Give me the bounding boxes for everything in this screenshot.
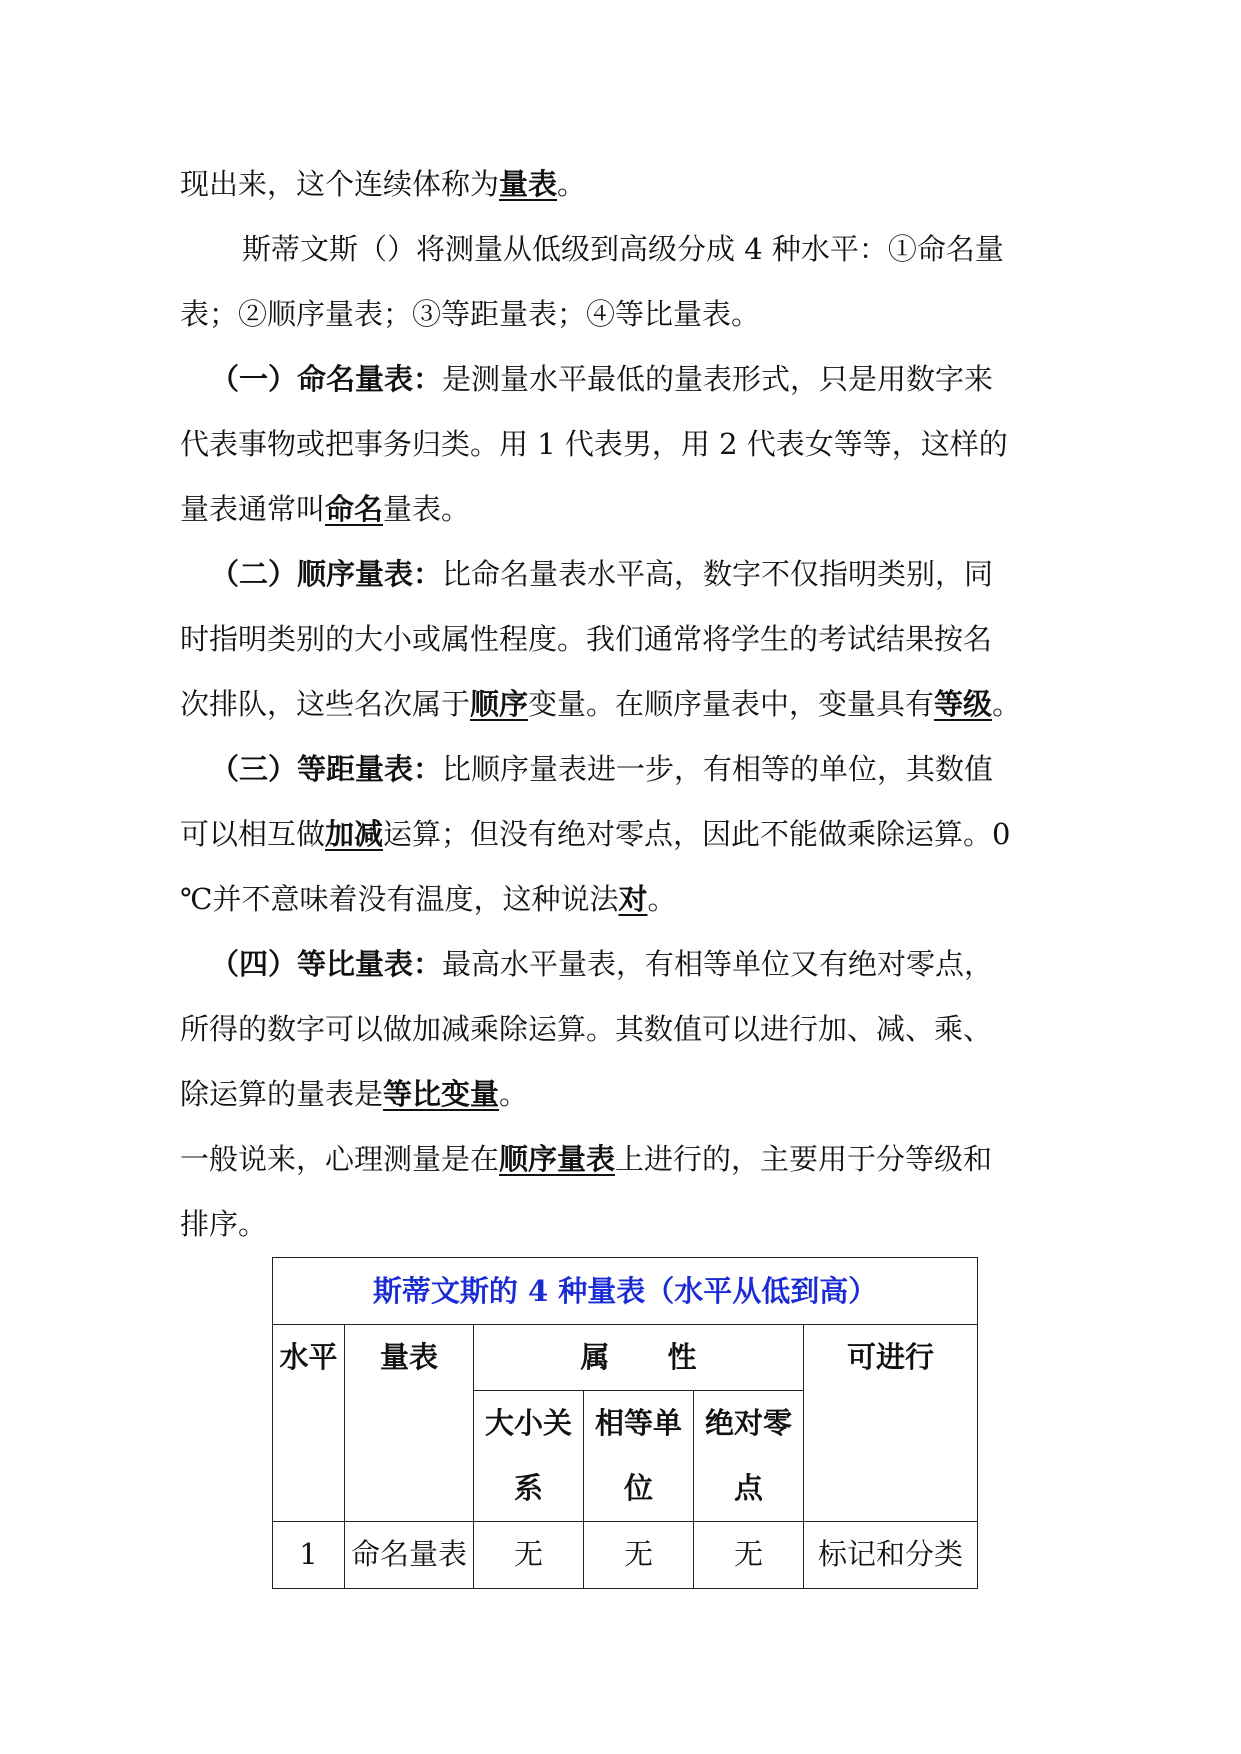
cell-absolute-zero: 无 xyxy=(694,1522,804,1589)
text-run: 。 xyxy=(557,167,587,201)
text-run: 表；②顺序量表；③等距量表；④等比量表。 xyxy=(180,297,761,331)
scale-levels-table xyxy=(272,1257,978,1589)
keyword-underlined: 等比变量 xyxy=(383,1077,500,1111)
cell-level: 1 xyxy=(273,1522,345,1589)
paragraph-line xyxy=(180,607,1070,672)
paragraph-line xyxy=(180,477,1070,542)
keyword-underlined: 命名 xyxy=(325,492,384,526)
cell-magnitude: 无 xyxy=(474,1522,584,1589)
paragraph-line xyxy=(180,867,1070,932)
text-run: 一般说来，心理测量是在 xyxy=(180,1142,500,1176)
paragraph-line xyxy=(180,152,1070,217)
header-magnitude xyxy=(474,1391,584,1522)
header-text: 大小关 xyxy=(484,1406,572,1440)
text-run: 除运算的量表是 xyxy=(180,1077,384,1111)
section-heading: （一）命名量表： xyxy=(210,362,443,396)
text-run: 上进行的，主要用于分等级和 xyxy=(615,1142,993,1176)
text-run: 变量。在顺序量表中，变量具有 xyxy=(528,687,935,721)
keyword-underlined: 加减 xyxy=(325,817,384,851)
text-run: 。 xyxy=(647,882,677,916)
keyword-underlined: 顺序 xyxy=(470,687,529,721)
table-caption-row xyxy=(273,1258,978,1325)
cell-scale: 命名量表 xyxy=(345,1522,474,1589)
header-text: 点 xyxy=(733,1471,763,1505)
header-text: 系 xyxy=(513,1471,543,1505)
table-header-row xyxy=(273,1325,978,1391)
paragraph-line xyxy=(180,412,1070,477)
paragraph-line xyxy=(180,1192,1070,1257)
keyword-underlined: 等级 xyxy=(934,687,993,721)
text-run: 是测量水平最低的量表形式，只是用数字来 xyxy=(442,362,994,396)
text-run: 次排队，这些名次属于 xyxy=(180,687,471,721)
paragraph-line xyxy=(180,347,1070,412)
header-operations: 可进行 xyxy=(804,1325,978,1522)
section-heading: （二）顺序量表： xyxy=(210,557,443,591)
header-equal-units xyxy=(584,1391,694,1522)
text-run: 代表事物或把事务归类。用 1 代表男，用 2 代表女等等，这样的 xyxy=(180,427,1008,461)
text-run: 排序。 xyxy=(180,1207,268,1241)
text-run: 时指明类别的大小或属性程度。我们通常将学生的考试结果按名 xyxy=(180,622,993,656)
text-run: 所得的数字可以做加减乘除运算。其数值可以进行加、减、乘、 xyxy=(180,1012,993,1046)
paragraph-line xyxy=(180,672,1070,737)
paragraph-line xyxy=(180,542,1070,607)
header-level: 水平 xyxy=(273,1325,345,1522)
header-absolute-zero xyxy=(694,1391,804,1522)
header-text: 绝对零 xyxy=(704,1406,792,1440)
cell-equal-units: 无 xyxy=(584,1522,694,1589)
table-caption: 斯蒂文斯的 4 种量表（水平从低到高） xyxy=(273,1258,978,1325)
keyword-underlined: 量表 xyxy=(499,167,558,201)
paragraph-line xyxy=(180,802,1070,867)
text-run: 量表通常叫 xyxy=(180,492,326,526)
section-heading: （四）等比量表： xyxy=(210,947,443,981)
section-heading: （三）等距量表： xyxy=(210,752,443,786)
header-scale: 量表 xyxy=(345,1325,474,1522)
header-text: 相等单 xyxy=(594,1406,682,1440)
paragraph-line xyxy=(180,1127,1070,1192)
text-run: 量表。 xyxy=(383,492,471,526)
text-run: 现出来，这个连续体称为 xyxy=(180,167,500,201)
keyword-underlined: 对 xyxy=(618,882,648,916)
paragraph-line xyxy=(180,932,1070,997)
text-run: 。 xyxy=(992,687,1022,721)
text-run: 。 xyxy=(499,1077,529,1111)
document-body xyxy=(180,152,1070,1257)
text-run: 比命名量表水平高，数字不仅指明类别，同 xyxy=(442,557,994,591)
text-run: 比顺序量表进一步，有相等的单位，其数值 xyxy=(442,752,994,786)
text-run: 运算；但没有绝对零点，因此不能做乘除运算。0 xyxy=(383,817,1011,851)
text-run: ℃并不意味着没有温度，这种说法 xyxy=(180,882,619,916)
paragraph-line xyxy=(180,737,1070,802)
keyword-underlined: 顺序量表 xyxy=(499,1142,616,1176)
paragraph-line xyxy=(180,1062,1070,1127)
text-run: 斯蒂文斯（）将测量从低级到高级分成 4 种水平：①命名量 xyxy=(242,232,1004,266)
cell-operations: 标记和分类 xyxy=(804,1522,978,1589)
paragraph-line xyxy=(180,282,1070,347)
header-text: 位 xyxy=(623,1471,653,1505)
paragraph-line xyxy=(180,997,1070,1062)
text-run: 最高水平量表，有相等单位又有绝对零点， xyxy=(442,947,994,981)
paragraph-line xyxy=(180,217,1070,282)
table-row xyxy=(273,1522,978,1589)
header-attributes: 属 性 xyxy=(474,1325,804,1391)
text-run: 可以相互做 xyxy=(180,817,326,851)
